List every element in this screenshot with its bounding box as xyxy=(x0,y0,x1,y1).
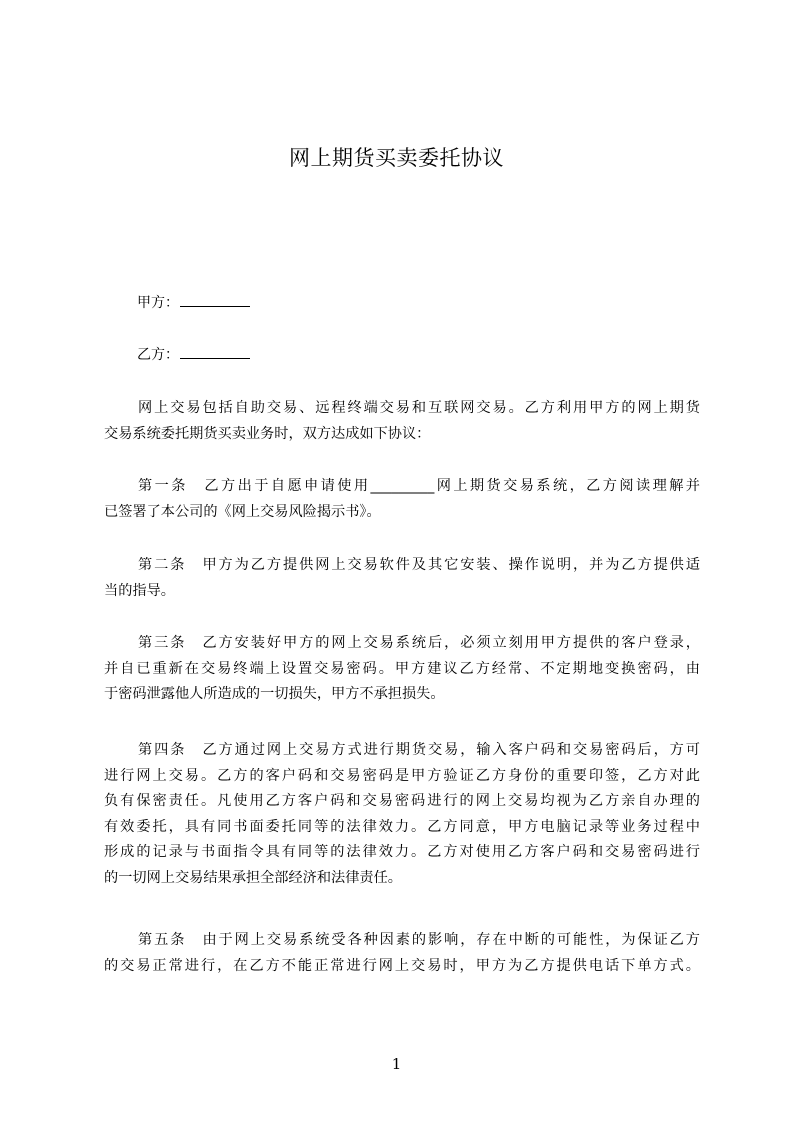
article-1 xyxy=(104,474,700,525)
party-b-blank xyxy=(180,344,250,359)
party-b-label: 乙方： xyxy=(137,347,179,363)
party-a-line xyxy=(137,292,250,313)
intro-paragraph xyxy=(104,396,700,447)
paragraph-line: 第一条 乙方出于自愿申请使用_________网上期货交易系统，乙方阅读理解并 xyxy=(138,478,700,494)
paragraph-line: 当的指导。 xyxy=(104,582,175,599)
paragraph-line: 并自已重新在交易终端上设置交易密码。甲方建议乙方经常、不定期地变换密码，由 xyxy=(104,660,700,677)
paragraph-line: 有效委托，具有同书面委托同等的法律效力。乙方同意，甲方电脑记录等业务过程中 xyxy=(104,818,700,835)
party-b-line xyxy=(137,344,250,365)
paragraph-line: 的交易正常进行，在乙方不能正常进行网上交易时，甲方为乙方提供电话下单方式。 xyxy=(104,957,700,974)
party-a-label: 甲方： xyxy=(137,295,179,311)
paragraph-line: 形成的记录与书面指令具有同等的法律效力。乙方对使用乙方客户码和交易密码进行 xyxy=(104,844,700,861)
party-a-blank xyxy=(180,292,250,307)
paragraph-line: 负有保密责任。凡使用乙方客户码和交易密码进行的网上交易均视为乙方亲自办理的 xyxy=(104,793,700,810)
paragraph-line: 进行网上交易。乙方的客户码和交易密码是甲方验证乙方身份的重要印签，乙方对此 xyxy=(104,767,700,784)
article-3 xyxy=(104,631,700,708)
paragraph-line: 第三条 乙方安装好甲方的网上交易系统后，必须立刻用甲方提供的客户登录， xyxy=(138,635,700,651)
article-2 xyxy=(104,553,700,604)
article-5 xyxy=(104,928,700,979)
paragraph-line: 网上交易包括自助交易、远程终端交易和互联网交易。乙方利用甲方的网上期货 xyxy=(138,400,700,416)
paragraph-line: 第二条 甲方为乙方提供网上交易软件及其它安装、操作说明，并为乙方提供适 xyxy=(138,557,700,573)
document-title: 网上期货买卖委托协议 xyxy=(289,146,504,170)
paragraph-line: 于密码泄露他人所造成的一切损失，甲方不承担损失。 xyxy=(104,686,445,703)
page-number: 1 xyxy=(391,1055,402,1073)
article-4 xyxy=(104,738,700,892)
paragraph-line: 第五条 由于网上交易系统受各种因素的影响，存在中断的可能性，为保证乙方 xyxy=(138,932,700,948)
paragraph-line: 第四条 乙方通过网上交易方式进行期货交易，输入客户码和交易密码后，方可 xyxy=(138,742,700,758)
paragraph-line: 已签署了本公司的《网上交易风险揭示书》。 xyxy=(104,503,381,520)
paragraph-line: 的一切网上交易结果承担全部经济和法律责任。 xyxy=(104,869,402,886)
paragraph-line: 交易系统委托期货买卖业务时，双方达成如下协议： xyxy=(104,425,431,442)
